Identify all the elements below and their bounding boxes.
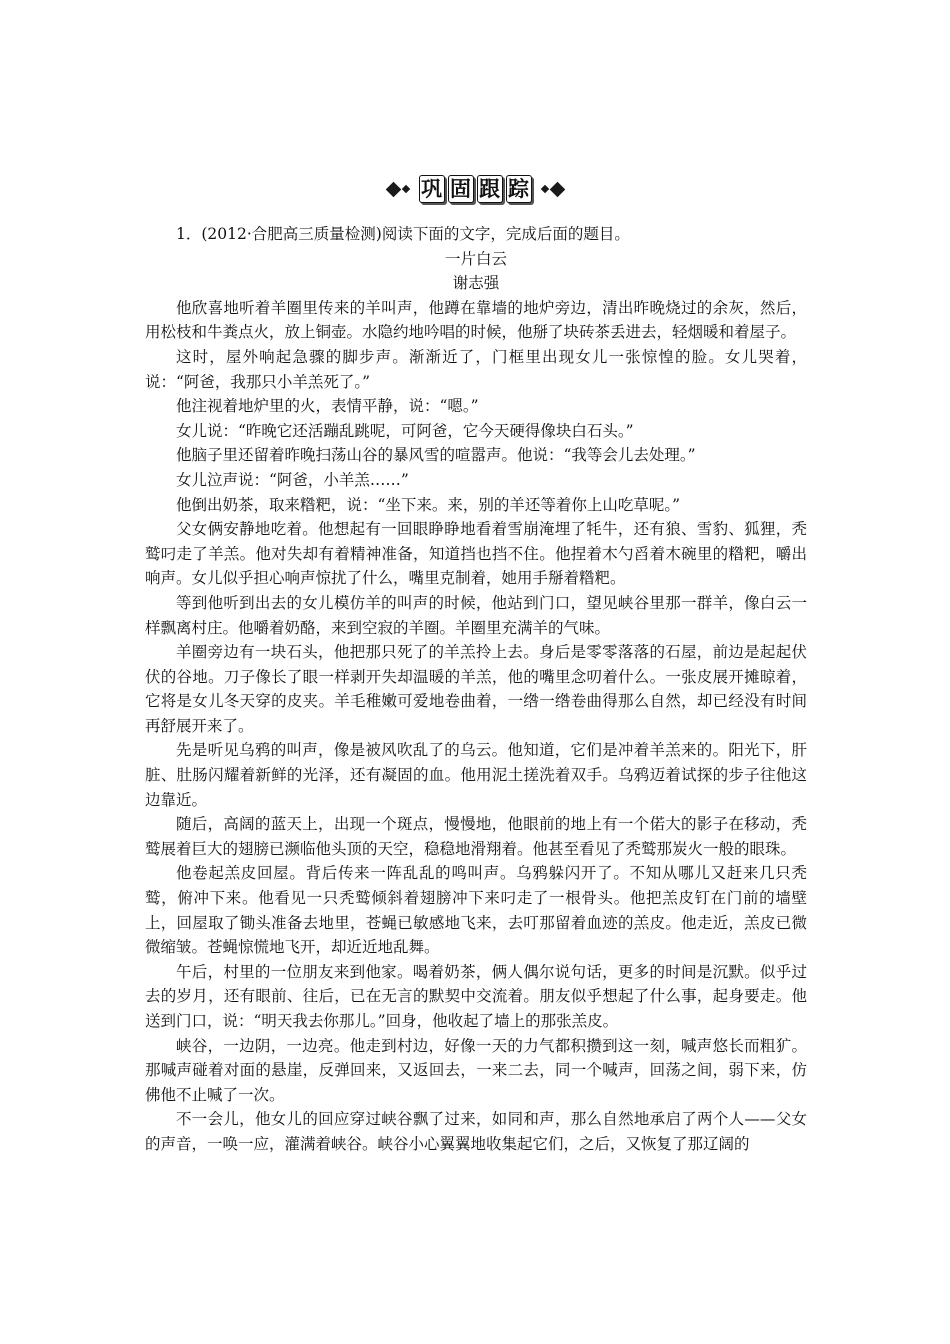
banner-char: 巩 <box>419 175 445 203</box>
banner-char: 固 <box>448 175 474 203</box>
banner-title <box>419 175 532 203</box>
diamond-icon <box>549 181 565 197</box>
paragraph: 峡谷，一边阴，一边亮。他走到村边，好像一天的力气都积攒到这一刻，喊声悠长而粗犷。那喊声碰着对面的悬崖，反弹回来，又返回去，一来二去，同一个喊声，回荡之间，弱下来，仿佛他不止喊了一次。 <box>145 1036 807 1104</box>
paragraph: 他脑子里还留着昨晚扫荡山谷的暴风雪的喧嚣声。他说：“我等会儿去处理。” <box>176 446 696 465</box>
paragraph: 先是听见乌鸦的叫声，像是被风吹乱了的乌云。他知道，它们是冲着羊羔来的。阳光下，肝脏、肚肠闪耀着新鲜的光泽，还有凝固的血。他用泥土搓洗着双手。乌鸦迈着试探的步子往他这边靠近。 <box>145 741 807 809</box>
banner-char: 跟 <box>477 175 503 203</box>
banner-decoration-right <box>542 184 563 195</box>
diamond-icon <box>385 181 401 197</box>
paragraph: 父女俩安静地吃着。他想起有一回眼睁睁地看着雪崩淹埋了牦牛，还有狼、雪豹、狐狸，秃鹫叼走了羊羔。他对失却有着精神准备，知道挡也挡不住。他捏着木勺舀着木碗里的糌粑，嚼出响声。女儿似乎担心响声惊扰了什么，嘴里克制着，她用手掰着糌粑。 <box>145 520 807 588</box>
question-prompt: 1．(2012·合肥高三质量检测)阅读下面的文字，完成后面的题目。 <box>176 225 630 243</box>
paragraph: 羊圈旁边有一块石头，他把那只死了的羊羔拎上去。身后是零零落落的石屋，前边是起起伏伏的谷地。刀子像长了眼一样剥开失却温暖的羊羔，他的嘴里念叨着什么。一张皮展开摊晾着，它将是女儿冬天穿的皮夹。羊毛稚嫩可爱地卷曲着，一绺一绺卷曲得那么自然，却已经没有时间再舒展开来了。 <box>145 643 807 735</box>
paragraph: 等到他听到出去的女儿模仿羊的叫声的时候，他站到门口，望见峡谷里那一群羊，像白云一样飘离村庄。他嚼着奶酪，来到空寂的羊圈。羊圈里充满羊的气味。 <box>145 593 807 637</box>
paragraph: 女儿说：“昨晚它还活蹦乱跳呢，可阿爸，它今天硬得像块白石头。” <box>176 421 634 440</box>
document-body <box>145 222 807 1157</box>
paragraph: 随后，高阔的蓝天上，出现一个斑点，慢慢地，他眼前的地上有一个偌大的影子在移动，秃鹫展着巨大的翅膀已濒临他头顶的天空，稳稳地滑翔着。他甚至看见了秃鹫那炭火一般的眼珠。 <box>145 815 807 858</box>
paragraph: 不一会儿，他女儿的回应穿过峡谷飘了过来，如同和声，那么自然地承启了两个人——父女的声音，一唤一应，灌满着峡谷。峡谷小心翼翼地收集起它们，之后，又恢复了那辽阔的 <box>145 1110 807 1153</box>
section-banner <box>0 172 950 206</box>
paragraph: 女儿泣声说：“阿爸，小羊羔……” <box>176 470 409 489</box>
banner-decoration-left <box>388 184 409 195</box>
diamond-small-icon <box>401 185 409 193</box>
paragraph: 他卷起羔皮回屋。背后传来一阵乱乱的鸣叫声。乌鸦躲闪开了。不知从哪儿又赶来几只秃鹫，俯冲下来。他看见一只秃鹫倾斜着翅膀冲下来叼走了一根骨头。他把羔皮钉在门前的墙壁上，回屋取了锄头准备去地里，苍蝇已敏感地飞来，去叮那留着血迹的羔皮。他走近，羔皮已微微缩皱。苍蝇惊慌地飞开，却近近地乱舞。 <box>145 864 807 957</box>
story-title: 一片白云 <box>444 249 507 268</box>
paragraph: 午后，村里的一位朋友来到他家。喝着奶茶，俩人偶尔说句话，更多的时间是沉默。似乎过去的岁月，还有眼前、往后，已在无言的默契中交流着。朋友似乎想起了什么事，起身要走。他送到门口，说：“明天我去你那儿。”回身，他收起了墙上的那张羔皮。 <box>145 962 807 1030</box>
banner-char: 踪 <box>506 175 532 203</box>
paragraph: 他欣喜地听着羊圈里传来的羊叫声，他蹲在靠墙的地炉旁边，清出昨晚烧过的余灰，然后，用松枝和牛粪点火，放上铜壶。水隐约地吟唱的时候，他掰了块砖茶丢进去，轻烟暖和着屋子。 <box>145 298 807 342</box>
paragraph: 他注视着地炉里的火，表情平静，说：“嗯。” <box>176 397 479 416</box>
diamond-small-icon <box>540 185 548 193</box>
paragraph: 这时，屋外响起急骤的脚步声。渐渐近了，门框里出现女儿一张惊惶的脸。女儿哭着，说：“阿爸，我那只小羊羔死了。” <box>145 347 807 391</box>
story-author: 谢志强 <box>452 274 500 293</box>
paragraph: 他倒出奶茶，取来糌粑，说：“坐下来。来，别的羊还等着你上山吃草呢。” <box>176 495 681 514</box>
